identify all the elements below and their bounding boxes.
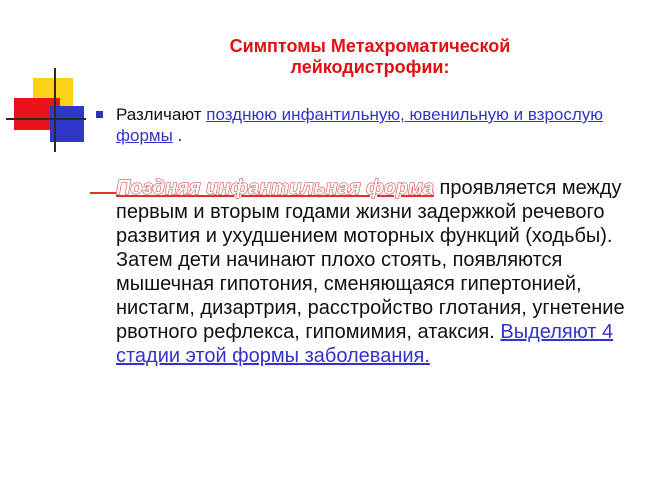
intro-prefix: Различают: [116, 105, 207, 124]
main-text: проявляется между первым и вторым годами жизни задержкой речевого развития и ухудшением моторных функций (ходьбы). Затем дети начинают плохо стоять, появляются мышечная гипотония, сменяющаяся гипертонией, нистагм, дизартрия, расстройство глотания, угнетение рвотного рефлекса, гипомимия, атаксия.: [116, 177, 625, 343]
title-line-2: лейкодистрофии:: [290, 57, 450, 77]
bullet-square-icon: [96, 111, 103, 118]
slide-title: [160, 36, 580, 78]
vertical-line-shape: [54, 68, 56, 152]
intro-suffix: .: [172, 126, 183, 145]
late-infantile-form-heading: Поздняя инфантильная форма: [116, 177, 434, 199]
horizontal-line-shape: [6, 118, 86, 120]
indent-underline: [90, 174, 116, 194]
title-line-1: Симптомы Метахроматической: [229, 36, 511, 56]
main-paragraph: [116, 174, 636, 368]
forms-link[interactable]: позднюю инфантильную, ювенильную и взрослую формы: [116, 105, 604, 145]
intro-paragraph: [116, 104, 626, 146]
stages-link[interactable]: Выделяют 4 стадии этой формы заболевания.: [116, 321, 614, 367]
